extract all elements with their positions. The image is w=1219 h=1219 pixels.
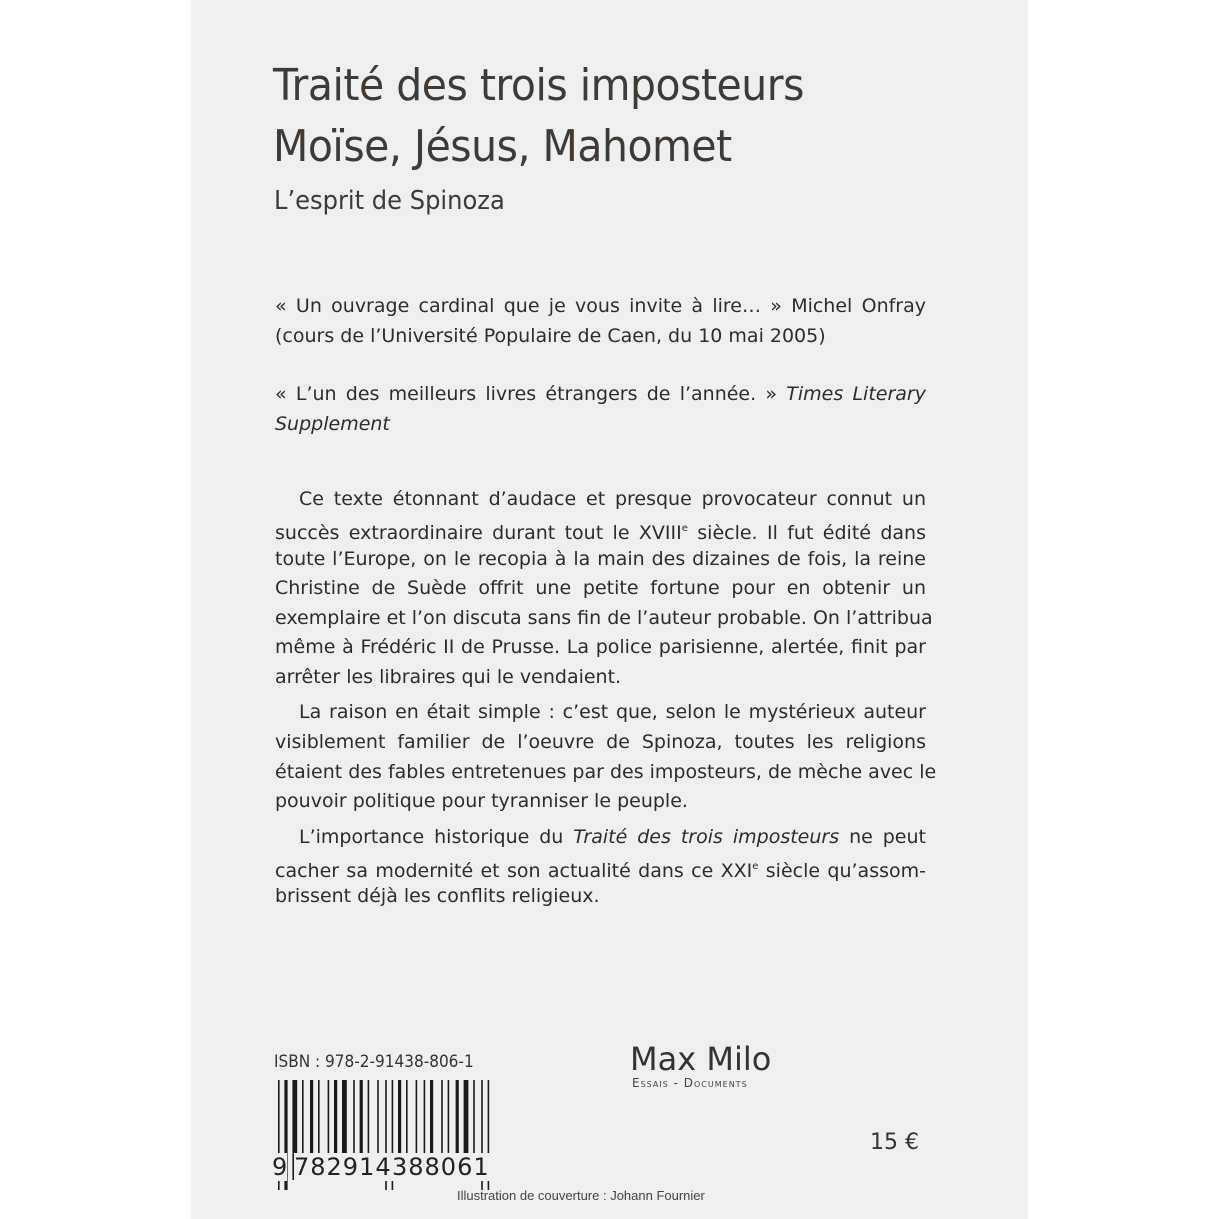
body-line: même à Frédéric II de Prusse. La police parisienne, alertée, finit par <box>275 636 926 658</box>
quote-2-source: Times Literary <box>786 383 926 405</box>
italic-title: Traité des trois imposteurs <box>573 826 840 848</box>
body-line: brissent déjà les conflits religieux. <box>275 885 600 907</box>
text: ne peut <box>839 826 926 848</box>
text: siècle qu’assom- <box>758 860 926 882</box>
illustration-credit: Illustration de couverture : Johann Fournier <box>457 1188 705 1203</box>
isbn: ISBN : 978-2-91438-806-1 <box>274 1052 474 1072</box>
title-line-1: Traité des trois imposteurs <box>273 60 804 111</box>
quote-1-line-2: (cours de l’Université Populaire de Caen, du 10 mai 2005) <box>275 325 826 347</box>
body-line: arrêter les libraires qui le vendaient. <box>275 666 622 688</box>
barcode-digits-left: 782914 <box>294 1153 392 1181</box>
body-line: exemplaire et l’on discuta sans fin de l’auteur probable. On l’attribua <box>275 607 933 629</box>
body-line <box>275 822 926 852</box>
barcode-digit-first: 9 <box>272 1153 288 1181</box>
superscript: e <box>752 861 759 872</box>
body-line: visiblement familier de l’oeuvre de Spinoza, toutes les religions <box>275 731 926 753</box>
body-line: pouvoir politique pour tyranniser le peuple. <box>275 790 688 812</box>
text: succès extraordinaire durant tout le XVIII <box>275 522 682 544</box>
body-line: La raison en était simple : c’est que, selon le mystérieux auteur <box>299 701 926 723</box>
title-line-2: Moïse, Jésus, Mahomet <box>273 121 732 172</box>
text: cacher sa modernité et son actualité dans ce XXI <box>275 860 753 882</box>
body-line: toute l’Europe, on le recopia à la main des dizaines de fois, la reine <box>275 548 926 570</box>
body-line: étaient des fables entretenues par des imposteurs, de mèche avec le <box>275 761 937 783</box>
superscript: e <box>681 523 688 534</box>
quote-2-line-1 <box>275 379 926 409</box>
text: siècle. Il fut édité dans <box>687 522 926 544</box>
body-line: Ce texte étonnant d’audace et presque provocateur connut un <box>299 488 926 510</box>
quote-1-line-1: « Un ouvrage cardinal que je vous invite à lire… » Michel Onfray <box>275 295 926 317</box>
text: L’importance historique du <box>299 826 574 848</box>
publisher-logo: Max Milo <box>630 1040 772 1078</box>
price: 15 € <box>870 1130 919 1155</box>
body-line <box>275 514 926 548</box>
quote-2-source-cont: Supplement <box>275 413 390 435</box>
body-line: Christine de Suède offrit une petite fortune pour en obtenir un <box>275 577 926 599</box>
collection-name: Essais - Documents <box>632 1076 748 1090</box>
subtitle: L’esprit de Spinoza <box>274 186 505 216</box>
quote-2-line-2 <box>275 409 926 439</box>
quote-2-text: « L’un des meilleurs livres étrangers de l’année. » <box>275 383 787 405</box>
barcode-digits-right: 388061 <box>392 1153 490 1181</box>
